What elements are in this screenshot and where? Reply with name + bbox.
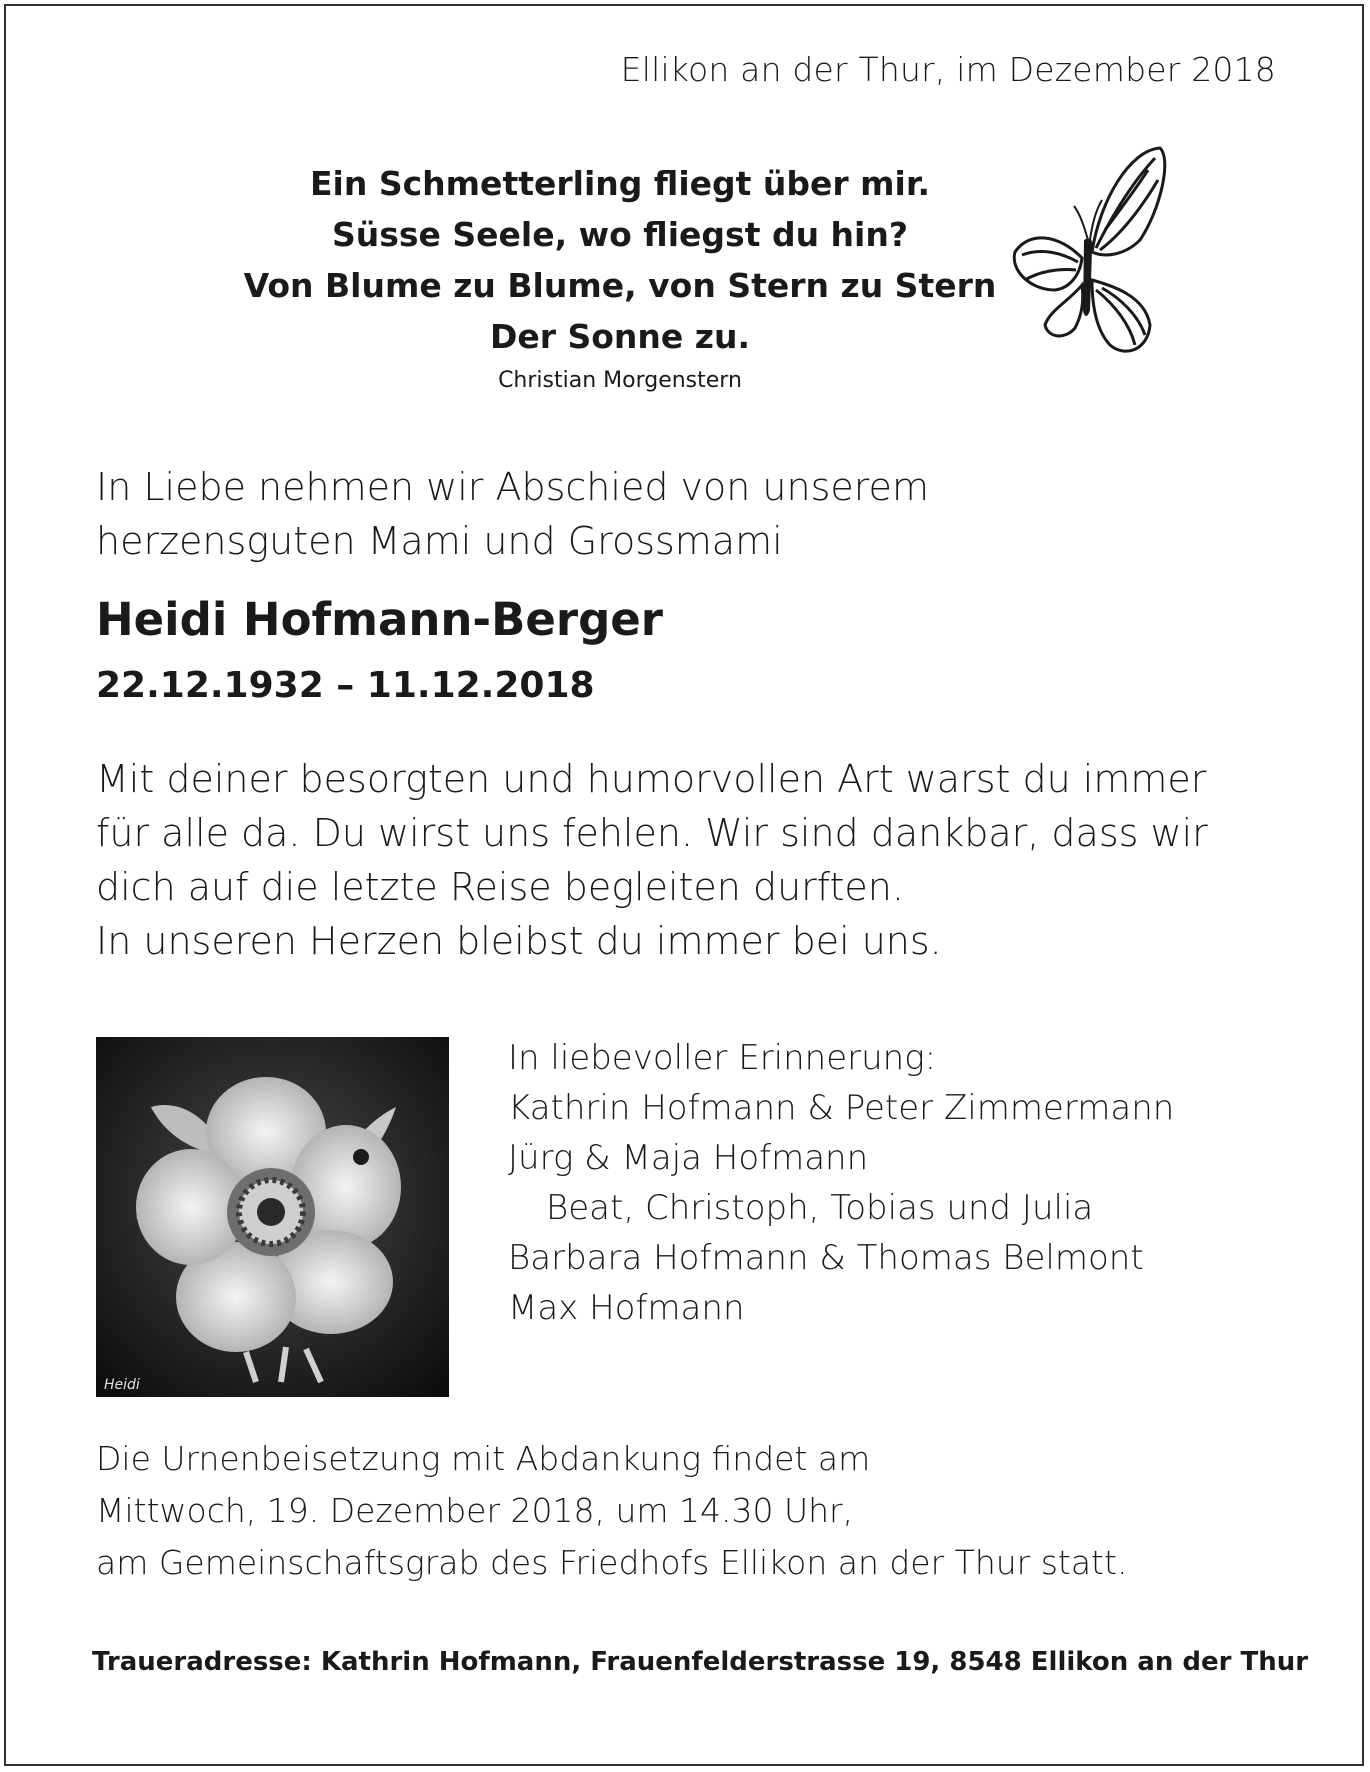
poem-line: Von Blume zu Blume, von Stern zu Stern xyxy=(243,266,997,305)
place-and-date: Ellikon an der Thur, im Dezember 2018 xyxy=(620,50,1276,89)
butterfly-icon xyxy=(1010,140,1170,370)
poem-author: Christian Morgenstern xyxy=(498,368,742,393)
service-line: am Gemeinschaftsgrab des Friedhofs Ellikon an der Thur statt. xyxy=(96,1543,1128,1582)
poem xyxy=(240,158,1000,362)
service-line: Mittwoch, 19. Dezember 2018, um 14.30 Uhr, xyxy=(96,1491,854,1530)
mourning-address: Traueradresse: Kathrin Hofmann, Frauenfelderstrasse 19, 8548 Ellikon an der Thur xyxy=(92,1647,1309,1677)
message-line: für alle da. Du wirst uns fehlen. Wir sind dankbar, dass wir xyxy=(96,811,1208,855)
service-details xyxy=(96,1433,1127,1589)
intro-line: In Liebe nehmen wir Abschied von unserem xyxy=(96,465,929,509)
remembrance-heading: In liebevoller Erinnerung: xyxy=(508,1038,937,1078)
family-member: Kathrin Hofmann & Peter Zimmermann xyxy=(508,1088,1175,1128)
deceased-name: Heidi Hofmann-Berger xyxy=(96,593,664,646)
poem-line: Ein Schmetterling fliegt über mir. xyxy=(310,164,930,203)
life-dates: 22.12.1932 – 11.12.2018 xyxy=(96,665,595,706)
farewell-message xyxy=(96,752,1208,968)
message-line: dich auf die letzte Reise begleiten durften. xyxy=(96,865,904,909)
family-member: Max Hofmann xyxy=(508,1288,745,1328)
message-line: Mit deiner besorgten und humorvollen Art warst du immer xyxy=(96,757,1207,801)
family-member: Barbara Hofmann & Thomas Belmont xyxy=(508,1238,1144,1278)
painting-signature: Heidi xyxy=(104,1377,140,1393)
flower-painting-image xyxy=(96,1037,449,1397)
family-member: Beat, Christoph, Tobias und Julia xyxy=(546,1188,1094,1228)
message-line: In unseren Herzen bleibst du immer bei uns. xyxy=(96,919,942,963)
family-member: Jürg & Maja Hofmann xyxy=(508,1138,869,1178)
intro-text xyxy=(96,460,929,568)
remembrance-list xyxy=(508,1033,1174,1333)
intro-line: herzensguten Mami und Grossmami xyxy=(96,519,783,563)
poem-line: Süsse Seele, wo fliegst du hin? xyxy=(331,215,909,254)
poem-line: Der Sonne zu. xyxy=(489,317,751,356)
service-line: Die Urnenbeisetzung mit Abdankung findet am xyxy=(96,1439,871,1478)
